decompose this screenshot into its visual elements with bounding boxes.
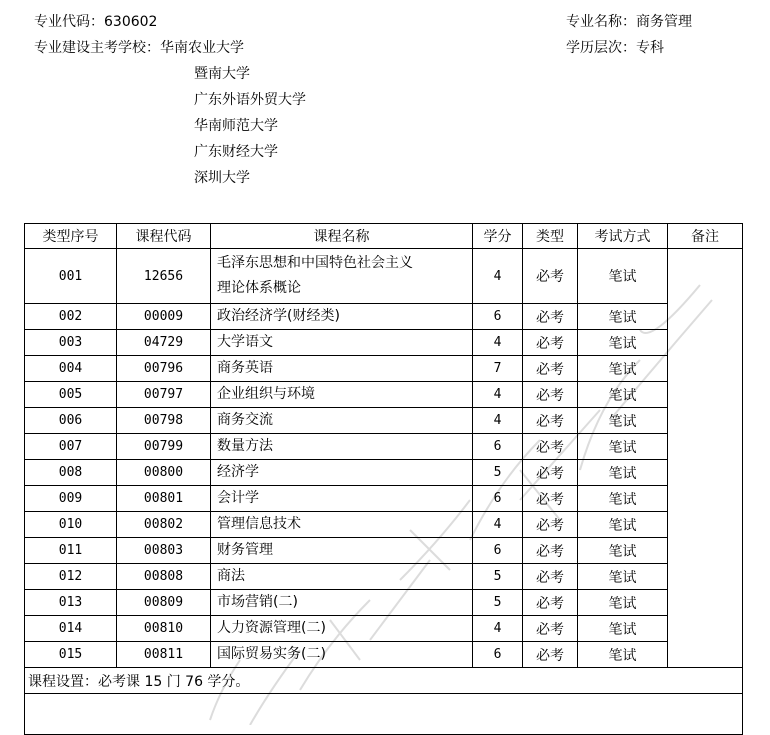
major-code-line bbox=[34, 9, 306, 35]
table-row bbox=[25, 330, 743, 356]
column-header: 类型序号 bbox=[25, 224, 117, 249]
code-cell: 12656 bbox=[117, 249, 211, 304]
course-name-cell: 国际贸易实务(二) bbox=[211, 642, 473, 668]
course-name-cell: 大学语文 bbox=[211, 330, 473, 356]
schools-line bbox=[34, 35, 306, 61]
course-summary: 课程设置：必考课 15 门 76 学分。 bbox=[25, 668, 743, 694]
course-name-line: 理论体系概论 bbox=[217, 280, 301, 296]
credit-cell: 5 bbox=[473, 564, 523, 590]
table-row bbox=[25, 382, 743, 408]
table-row bbox=[25, 538, 743, 564]
exam-cell: 笔试 bbox=[578, 642, 668, 668]
table-row bbox=[25, 564, 743, 590]
seq-cell: 007 bbox=[25, 434, 117, 460]
column-header: 类型 bbox=[523, 224, 578, 249]
credit-cell: 6 bbox=[473, 304, 523, 330]
credit-cell: 6 bbox=[473, 642, 523, 668]
type-cell: 必考 bbox=[523, 434, 578, 460]
header-left bbox=[34, 9, 306, 191]
seq-cell: 005 bbox=[25, 382, 117, 408]
code-cell: 00801 bbox=[117, 486, 211, 512]
course-name-cell: 商法 bbox=[211, 564, 473, 590]
remarks-cell bbox=[668, 249, 743, 668]
credit-cell: 4 bbox=[473, 330, 523, 356]
school-name: 暨南大学 bbox=[194, 66, 250, 82]
exam-cell: 笔试 bbox=[578, 330, 668, 356]
seq-cell: 004 bbox=[25, 356, 117, 382]
exam-cell: 笔试 bbox=[578, 382, 668, 408]
table-row bbox=[25, 304, 743, 330]
credit-cell: 6 bbox=[473, 538, 523, 564]
course-name-cell: 管理信息技术 bbox=[211, 512, 473, 538]
major-name-line bbox=[566, 9, 692, 35]
blank-cell bbox=[25, 694, 743, 735]
schools-list bbox=[34, 61, 306, 191]
seq-cell: 015 bbox=[25, 642, 117, 668]
type-cell: 必考 bbox=[523, 590, 578, 616]
course-name-cell: 政治经济学(财经类) bbox=[211, 304, 473, 330]
type-cell: 必考 bbox=[523, 616, 578, 642]
column-header: 备注 bbox=[668, 224, 743, 249]
table-row bbox=[25, 590, 743, 616]
type-cell: 必考 bbox=[523, 642, 578, 668]
credit-cell: 6 bbox=[473, 434, 523, 460]
major-code-value: 630602 bbox=[104, 14, 158, 30]
schools-label: 专业建设主考学校： bbox=[34, 40, 160, 56]
table-row bbox=[25, 356, 743, 382]
course-name-line: 毛泽东思想和中国特色社会主义 bbox=[217, 255, 413, 271]
course-name-cell: 人力资源管理(二) bbox=[211, 616, 473, 642]
table-header-row bbox=[25, 224, 743, 249]
seq-cell: 008 bbox=[25, 460, 117, 486]
table-row bbox=[25, 512, 743, 538]
exam-cell: 笔试 bbox=[578, 486, 668, 512]
credit-cell: 7 bbox=[473, 356, 523, 382]
code-cell: 00009 bbox=[117, 304, 211, 330]
exam-cell: 笔试 bbox=[578, 538, 668, 564]
type-cell: 必考 bbox=[523, 408, 578, 434]
blank-row bbox=[25, 694, 743, 735]
course-table bbox=[24, 223, 743, 735]
code-cell: 00811 bbox=[117, 642, 211, 668]
school-name: 深圳大学 bbox=[194, 170, 250, 186]
exam-cell: 笔试 bbox=[578, 564, 668, 590]
course-name-cell: 会计学 bbox=[211, 486, 473, 512]
credit-cell: 5 bbox=[473, 460, 523, 486]
table-row bbox=[25, 616, 743, 642]
major-code-label: 专业代码： bbox=[34, 14, 104, 30]
course-name-cell: 商务交流 bbox=[211, 408, 473, 434]
code-cell: 04729 bbox=[117, 330, 211, 356]
exam-cell: 笔试 bbox=[578, 434, 668, 460]
course-name-cell: 数量方法 bbox=[211, 434, 473, 460]
code-cell: 00799 bbox=[117, 434, 211, 460]
table-row bbox=[25, 249, 743, 304]
course-name-cell: 市场营销(二) bbox=[211, 590, 473, 616]
credit-cell: 4 bbox=[473, 512, 523, 538]
major-name-label: 专业名称： bbox=[566, 14, 636, 30]
credit-cell: 4 bbox=[473, 249, 523, 304]
course-name-cell: 经济学 bbox=[211, 460, 473, 486]
course-name-cell: 企业组织与环境 bbox=[211, 382, 473, 408]
table-row bbox=[25, 460, 743, 486]
type-cell: 必考 bbox=[523, 486, 578, 512]
exam-cell: 笔试 bbox=[578, 249, 668, 304]
type-cell: 必考 bbox=[523, 382, 578, 408]
type-cell: 必考 bbox=[523, 249, 578, 304]
credit-cell: 6 bbox=[473, 486, 523, 512]
exam-cell: 笔试 bbox=[578, 590, 668, 616]
seq-cell: 006 bbox=[25, 408, 117, 434]
summary-row bbox=[25, 668, 743, 694]
exam-cell: 笔试 bbox=[578, 304, 668, 330]
column-header: 课程代码 bbox=[117, 224, 211, 249]
exam-cell: 笔试 bbox=[578, 512, 668, 538]
header-right bbox=[566, 9, 692, 61]
course-name-cell: 商务英语 bbox=[211, 356, 473, 382]
major-name-value: 商务管理 bbox=[636, 14, 692, 30]
seq-cell: 010 bbox=[25, 512, 117, 538]
credit-cell: 4 bbox=[473, 382, 523, 408]
exam-cell: 笔试 bbox=[578, 460, 668, 486]
exam-cell: 笔试 bbox=[578, 616, 668, 642]
code-cell: 00797 bbox=[117, 382, 211, 408]
table-row bbox=[25, 408, 743, 434]
type-cell: 必考 bbox=[523, 356, 578, 382]
school-name: 华南师范大学 bbox=[194, 118, 278, 134]
seq-cell: 003 bbox=[25, 330, 117, 356]
code-cell: 00810 bbox=[117, 616, 211, 642]
column-header: 课程名称 bbox=[211, 224, 473, 249]
code-cell: 00803 bbox=[117, 538, 211, 564]
type-cell: 必考 bbox=[523, 330, 578, 356]
type-cell: 必考 bbox=[523, 538, 578, 564]
column-header: 学分 bbox=[473, 224, 523, 249]
seq-cell: 001 bbox=[25, 249, 117, 304]
credit-cell: 4 bbox=[473, 408, 523, 434]
code-cell: 00800 bbox=[117, 460, 211, 486]
credit-cell: 4 bbox=[473, 616, 523, 642]
code-cell: 00809 bbox=[117, 590, 211, 616]
school-name: 广东外语外贸大学 bbox=[194, 92, 306, 108]
table-row bbox=[25, 434, 743, 460]
level-line bbox=[566, 35, 692, 61]
type-cell: 必考 bbox=[523, 460, 578, 486]
column-header: 考试方式 bbox=[578, 224, 668, 249]
level-label: 学历层次： bbox=[566, 40, 636, 56]
code-cell: 00802 bbox=[117, 512, 211, 538]
table-row bbox=[25, 642, 743, 668]
code-cell: 00808 bbox=[117, 564, 211, 590]
school-name: 华南农业大学 bbox=[160, 40, 244, 56]
seq-cell: 013 bbox=[25, 590, 117, 616]
seq-cell: 011 bbox=[25, 538, 117, 564]
course-name-cell: 财务管理 bbox=[211, 538, 473, 564]
level-value: 专科 bbox=[636, 40, 664, 56]
seq-cell: 002 bbox=[25, 304, 117, 330]
seq-cell: 009 bbox=[25, 486, 117, 512]
type-cell: 必考 bbox=[523, 512, 578, 538]
type-cell: 必考 bbox=[523, 564, 578, 590]
table-row bbox=[25, 486, 743, 512]
exam-cell: 笔试 bbox=[578, 408, 668, 434]
code-cell: 00796 bbox=[117, 356, 211, 382]
credit-cell: 5 bbox=[473, 590, 523, 616]
seq-cell: 014 bbox=[25, 616, 117, 642]
school-name: 广东财经大学 bbox=[194, 144, 278, 160]
code-cell: 00798 bbox=[117, 408, 211, 434]
seq-cell: 012 bbox=[25, 564, 117, 590]
exam-cell: 笔试 bbox=[578, 356, 668, 382]
course-name-cell bbox=[211, 249, 473, 304]
type-cell: 必考 bbox=[523, 304, 578, 330]
